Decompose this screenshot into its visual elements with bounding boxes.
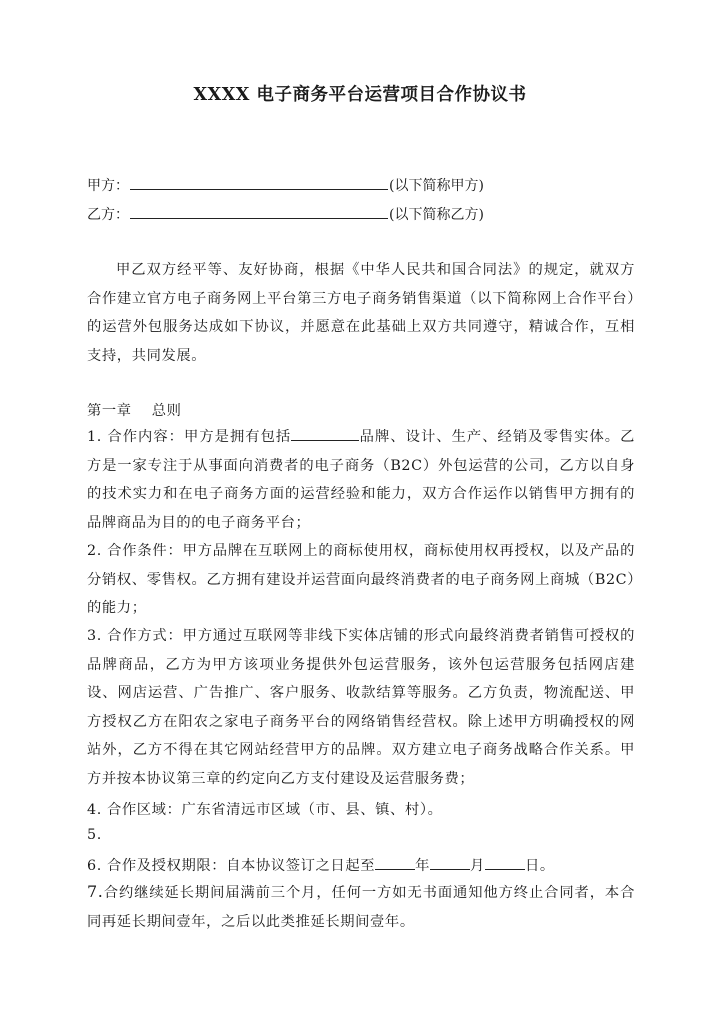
party-b-label: 乙方： — [87, 207, 129, 223]
preamble-paragraph: 甲乙双方经平等、友好协商，根据《中华人民共和国合同法》的规定，就双方合作建立官方电子商务网上平台第三方电子商务销售渠道（以下简称网上合作平台）的运营外包服务达成如下协议，并愿意在此基础上双方共同遵守，精诚合作，互相支持，共同发展。 — [87, 262, 635, 364]
clause-1-prefix: 1. 合作内容：甲方是拥有包括 — [87, 429, 292, 445]
document-title: XXXX 电子商务平台运营项目合作协议书 — [193, 85, 527, 105]
chapter-heading: 第一章 总则 — [87, 403, 182, 419]
clause-6-prefix: 6. 合作及授权期限：自本协议签订之日起至 — [87, 858, 376, 874]
party-b-blank[interactable] — [130, 204, 388, 219]
party-a-blank[interactable] — [130, 175, 388, 190]
clause-4: 4. 合作区域：广东省清远市区域（市、县、镇、村）。 — [87, 802, 443, 818]
month-blank[interactable] — [430, 856, 470, 870]
clause-1 — [87, 423, 635, 537]
month-label: 月 — [470, 858, 485, 874]
day-label: 日。 — [524, 858, 555, 874]
year-label: 年 — [415, 858, 431, 874]
clause-6 — [87, 855, 555, 875]
clause-7-text: 合约继续延长期间届满前三个月，任何一方如无书面通知他方终止合同者，本合同再延长期间壹年，之后以此类推延长期间壹年。 — [87, 885, 635, 930]
party-b-suffix: (以下简称乙方) — [389, 207, 484, 223]
year-blank[interactable] — [375, 856, 415, 870]
clause-7-number: 7. — [87, 882, 104, 901]
clause-1-suffix: 品牌、设计、生产、经销及零售实体。乙方是一家专注于从事面向消费者的电子商务（B2C）外包运营的公司，乙方以自身的技术实力和在电子商务方面的运营经验和能力，双方合作运作以销售甲方拥有的品牌商品为目的的电子商务平台； — [87, 429, 635, 531]
clause-7 — [87, 878, 635, 936]
brand-blank[interactable] — [291, 427, 359, 441]
party-a-suffix: (以下简称甲方) — [389, 178, 484, 194]
party-b-line — [87, 204, 484, 224]
party-a-label: 甲方： — [87, 178, 129, 194]
clause-2: 2. 合作条件：甲方品牌在互联网上的商标使用权，商标使用权再授权，以及产品的分销权、零售权。乙方拥有建设并运营面向最终消费者的电子商务网上商城（B2C）的能力； — [87, 543, 635, 617]
clause-3: 3. 合作方式：甲方通过互联网等非线下实体店铺的形式向最终消费者销售可授权的品牌商品，乙方为甲方该项业务提供外包运营服务，该外包运营服务包括网店建设、网店运营、广告推广、客户服务、收款结算等服务。乙方负责，物流配送、甲方授权乙方在阳农之家电子商务平台的网络销售经营权。除上述甲方明确授权的网站外，乙方不得在其它网站经营甲方的品牌。双方建立电子商务战略合作关系。甲方并按本协议第三章的约定向乙方支付建设及运营服务费； — [87, 628, 635, 787]
party-a-line — [87, 175, 484, 195]
day-blank[interactable] — [485, 856, 525, 870]
clause-5: 5. — [87, 827, 102, 843]
